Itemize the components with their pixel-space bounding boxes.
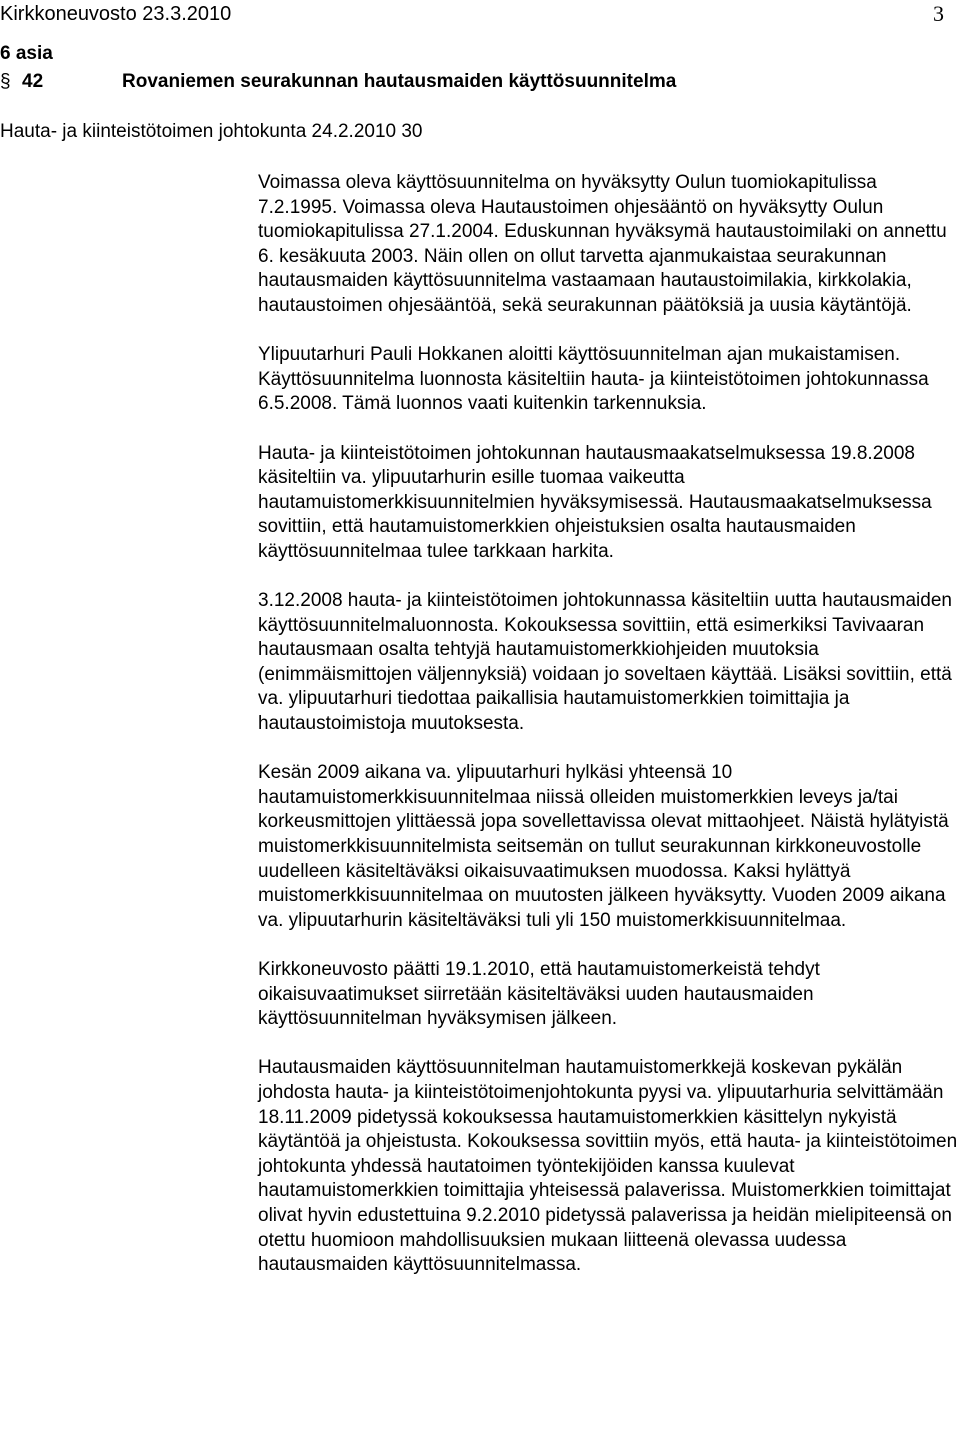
paragraph: Voimassa oleva käyttösuunnitelma on hyväksytty Oulun tuomiokapitulissa 7.2.1995. Voimassa oleva Hautaustoimen ohjesääntö on hyväksytty Oulun tuomiokapitulissa 27.1.2004. Eduskunnan hyväksymä hautaustoimilaki on annettu 6. kesäkuuta 2003. Näin ollen on ollut tarvetta ajanmukaistaa seurakunnan hautausmaiden käyttösuunnitelma vastaamaan hautaustoimilakia, kirkkolakia, hautaustoimen ohjesääntöä, sekä seurakunnan päätöksiä ja uusia käytäntöjä. <box>258 172 947 316</box>
paragraph: Hauta- ja kiinteistötoimen johtokunnan hautausmaakatselmuksessa 19.8.2008 käsiteltiin va. ylipuutarhurin esille tuomaa vaikeutta hautamuistomerkkisuunnitelmien hyväksymisessä. Hautausmaakatselmuksessa sovittiin, että hautamuistomerkkien ohjeistuksien osalta hautausmaiden käyttösuunnitelmaa tulee tarkkaan harkita. <box>258 442 932 562</box>
page-header <box>0 0 960 34</box>
paragraph: Hautausmaiden käyttösuunnitelman hautamuistomerkkejä koskevan pykälän johdosta hauta- ja kiinteistötoimenjohtokunta pyysi va. ylipuutarhuria selvittämään 18.11.2009 pidetyssä kokouksessa hautamuistomerkkien käsittelyn nykyistä käytäntöä ja ohjeistusta. Kokouksessa sovittiin myös, että hauta- ja kiinteistötoimen johtokunta yhdessä hautatoimen työntekijöiden kanssa kuulevat hautamuistomerkkien toimittajia yhteisessä palaverissa. Muistomerkkien toimittajat olivat hyvin edustettuina 9.2.2010 pidetyssä palaverissa ja heidän mielipiteensä on otettu huomioon mahdollisuuksien mukaan liitteenä olevassa uudessa hautausmaiden käyttösuunnitelmassa. <box>258 1057 958 1276</box>
section-heading <box>0 68 676 96</box>
committee-reference: Hauta- ja kiinteistötoimen johtokunta 24.2.2010 30 <box>0 121 423 142</box>
section-title: Rovaniemen seurakunnan hautausmaiden käyttösuunnitelma <box>122 71 677 92</box>
document-title: Kirkkoneuvosto 23.3.2010 <box>0 3 232 25</box>
agenda-item-label: 6 asia <box>0 43 53 64</box>
page-number: 3 <box>933 1 944 26</box>
body-text <box>258 171 958 1278</box>
paragraph: Kirkkoneuvosto päätti 19.1.2010, että hautamuistomerkeistä tehdyt oikaisuvaatimukset siirretään käsiteltäväksi uuden hautausmaiden käyttösuunnitelman hyväksymisen jälkeen. <box>258 959 820 1030</box>
paragraph: Ylipuutarhuri Pauli Hokkanen aloitti käyttösuunnitelman ajan mukaistamisen. Käyttösuunnitelma luonnosta käsiteltiin hauta- ja kiinteistötoimen johtokunnassa 6.5.2008. Tämä luonnos vaati kuitenkin tarkennuksia. <box>258 344 929 415</box>
section-number: 42 <box>22 71 44 92</box>
paragraph: 3.12.2008 hauta- ja kiinteistötoimen johtokunnassa käsiteltiin uutta hautausmaiden käyttösuunnitelmaluonnosta. Kokouksessa sovittiin, että esimerkiksi Tavivaaran hautausmaan osalta tehtyjä hautamuistomerkkiohjeiden muutoksia (enimmäismittojen väljennyksiä) voidaan jo soveltaen käyttää. Lisäksi sovittiin, että va. ylipuutarhuri tiedottaa paikallisia hautamuistomerkkien toimittajia ja hautaustoimistoja muutoksesta. <box>258 590 952 735</box>
paragraph: Kesän 2009 aikana va. ylipuutarhuri hylkäsi yhteensä 10 hautamuistomerkkisuunnitelmaa niissä olleiden muistomerkkien leveys ja/tai korkeusmittojen ylittäessä jopa sovellettavissa olevat mittaohjeet. Näistä hylätyistä muistomerkkisuunnitelmista seitsemän on tullut seurakunnan kirkkoneuvostolle uudelleen käsiteltäväksi oikaisuvaatimuksen muodossa. Kaksi hylättyä muistomerkkisuunnitelmaa on muutosten jälkeen hyväksytty. Vuoden 2009 aikana va. ylipuutarhurin käsiteltäväksi tuli yli 150 muistomerkkisuunnitelmaa. <box>258 762 949 931</box>
section-symbol: § <box>0 71 11 92</box>
